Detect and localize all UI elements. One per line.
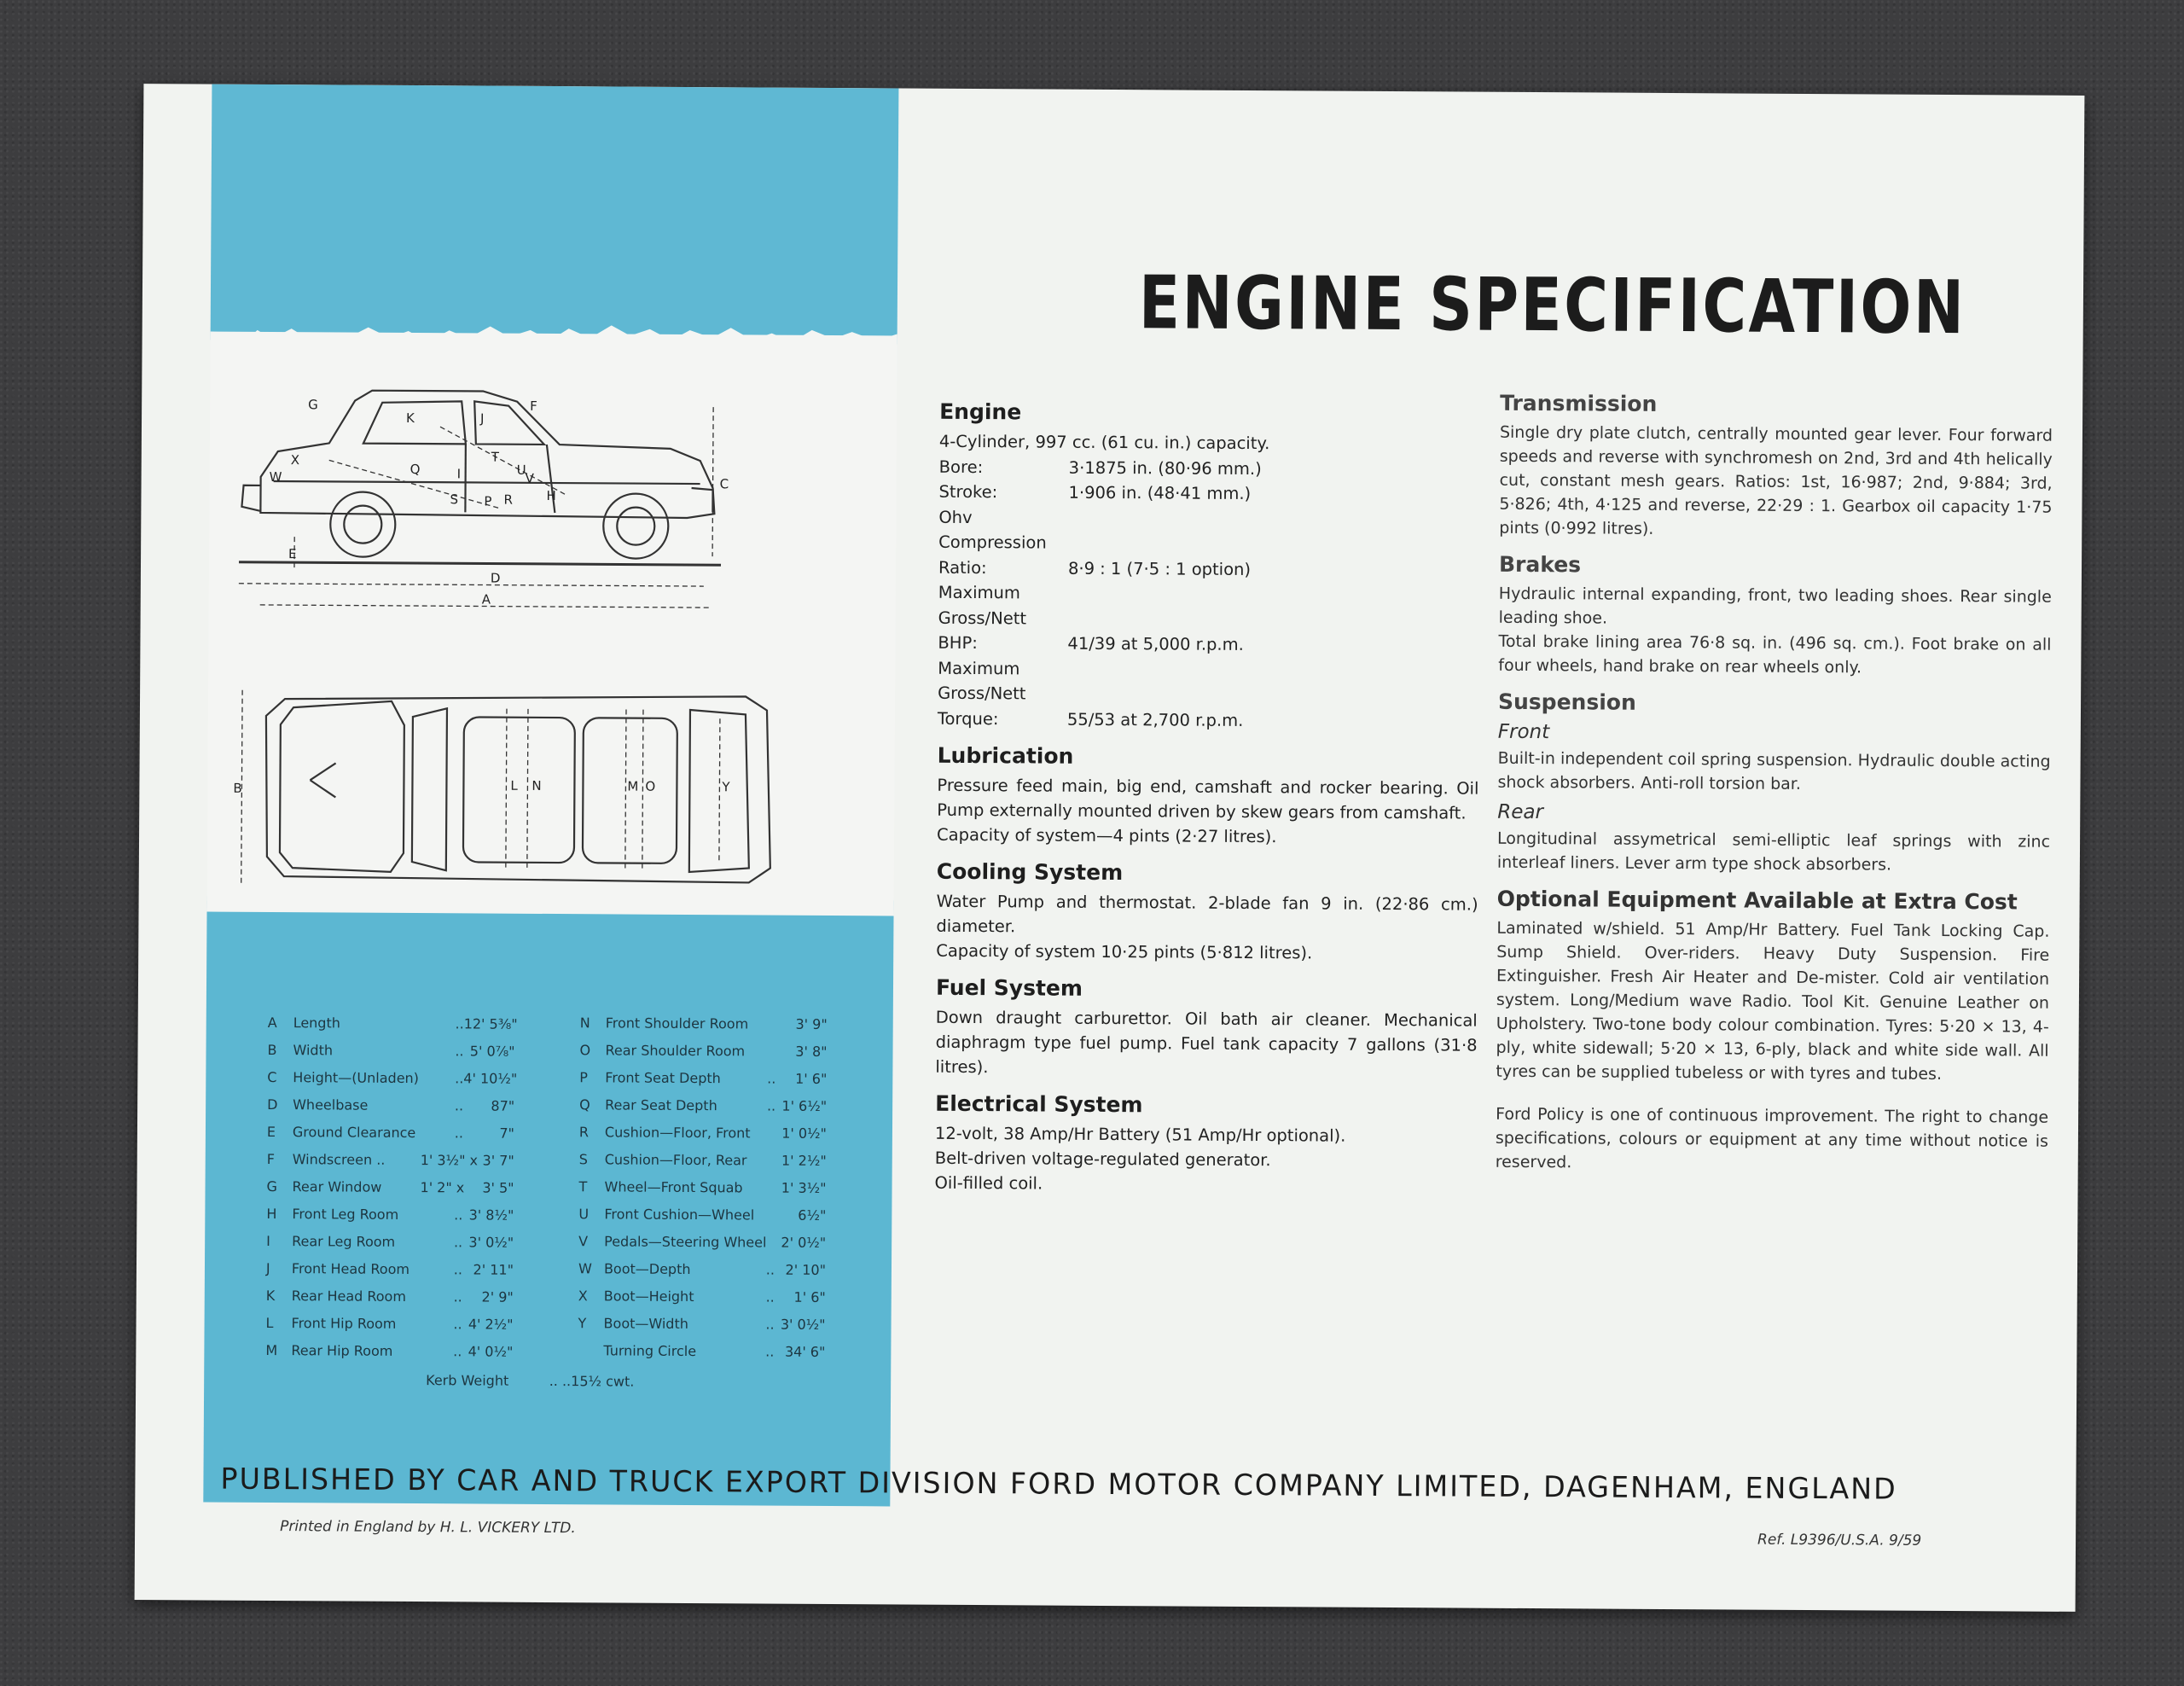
dimension-value: 34' 6" <box>784 1343 826 1360</box>
dimension-letter: S <box>578 1151 588 1168</box>
dimension-letter: F <box>266 1150 276 1168</box>
publisher-line: PUBLISHED BY CAR AND TRUCK EXPORT DIVISION FORD MOTOR COMPANY LIMITED, DAGENHAM, ENGLAND <box>220 1462 1897 1507</box>
dimension-row <box>579 1069 827 1087</box>
suspension-front-text: Built-in independent coil spring suspension. Hydraulic double acting shock absorbers. Anti-roll torsion bar. <box>1497 748 2051 794</box>
reference-number: Ref. L9396/U.S.A. 9/59 <box>1757 1531 1922 1549</box>
engine-spec-value: 8·9 : 1 (7·5 : 1 option) <box>1067 558 1252 579</box>
dimension-name: Front Shoulder Room <box>605 1015 749 1032</box>
dimension-leader: .. <box>453 1288 462 1305</box>
dimension-name: Cushion—Floor, Front <box>604 1124 751 1142</box>
engine-spec-value: 55/53 at 2,700 r.p.m. <box>1066 709 1244 730</box>
dimension-name: Front Leg Room <box>292 1206 399 1223</box>
dimension-leader: .. <box>454 1097 464 1114</box>
dimension-name: Front Seat Depth <box>605 1069 721 1087</box>
dimension-leader <box>732 1234 775 1250</box>
dimension-leader: .. <box>455 1070 464 1087</box>
blue-panel-top <box>211 84 899 345</box>
dimension-name: Boot—Height <box>603 1288 694 1305</box>
dimension-value: 87" <box>491 1097 515 1114</box>
cooling-heading: Cooling System <box>936 858 1124 886</box>
kerb-weight-name: Kerb Weight <box>426 1372 509 1389</box>
lubrication-heading: Lubrication <box>937 742 1074 769</box>
dimension-value: 4' 10½" <box>463 1070 518 1087</box>
engine-spec-value <box>1068 581 1480 608</box>
kerb-weight-leader: .. .. <box>549 1372 572 1390</box>
dimension-letter: M <box>265 1341 278 1359</box>
diagram-label-o: O <box>645 778 656 794</box>
dimension-row <box>265 1342 513 1360</box>
engine-spec-row <box>938 580 1480 608</box>
dimension-name: Windscreen .. <box>292 1151 386 1168</box>
plan-view-diagram <box>233 682 874 899</box>
dimension-value: 12' 5⅜" <box>463 1015 518 1032</box>
engine-spec-value <box>1067 682 1479 709</box>
dimension-letter: X <box>578 1288 588 1305</box>
dimension-row <box>580 1015 828 1032</box>
cooling-text: Water Pump and thermostat. 2-blade fan 9 in. (22·86 cm.) diameter. <box>936 891 1478 937</box>
dimension-row <box>267 1151 514 1169</box>
electrical-line-2: Belt-driven voltage-regulated generator. <box>934 1148 1271 1171</box>
diagram-label-l: L <box>510 777 518 794</box>
engine-spec-key: Gross/Nett <box>938 683 1026 704</box>
dimension-row <box>579 1151 827 1169</box>
dimension-row <box>266 1206 514 1224</box>
dimension-leader <box>733 1152 775 1168</box>
dimension-name: Ground Clearance <box>292 1124 416 1142</box>
suspension-rear-heading: Rear <box>1497 800 1544 824</box>
engine-spec-row <box>938 706 1479 734</box>
dimension-letter: J <box>265 1259 270 1276</box>
diagram-label-m: M <box>627 778 639 794</box>
dimension-value: 3' 0½" <box>468 1234 514 1251</box>
lubrication-text: Pressure feed main, big end, camshaft and rocker bearing. Oil Pump externally mounted driven by skew gears from camshaft. <box>937 775 1479 823</box>
engine-spec-value <box>1068 606 1480 633</box>
dimension-value: 2' 0½" <box>781 1234 827 1251</box>
dimension-leader: .. <box>765 1343 775 1360</box>
dimension-value: 1' 0½" <box>781 1125 828 1142</box>
dimension-name: Rear Shoulder Room <box>605 1042 746 1060</box>
side-elevation-diagram <box>226 358 876 618</box>
dimension-name: Boot—Depth <box>603 1260 691 1278</box>
dimension-value: 3' 7" <box>482 1152 514 1169</box>
dimension-row <box>578 1288 826 1305</box>
dimension-row <box>267 1096 514 1114</box>
ford-policy-text: Ford Policy is one of continuous improvement. The right to change specifications, colours or equipment at any time without notice is reserved. <box>1495 1104 2049 1172</box>
diagram-label-f: F <box>530 398 537 414</box>
dimension-letter <box>578 1342 603 1358</box>
dimension-name: Front Hip Room <box>291 1315 397 1332</box>
dimension-row <box>267 1068 518 1087</box>
transmission-heading: Transmission <box>1500 390 1658 416</box>
diagram-label-s: S <box>450 491 459 508</box>
engine-spec-row <box>938 530 1480 558</box>
dimension-leader: .. <box>453 1234 463 1251</box>
dimension-value: 1' 6" <box>793 1288 826 1305</box>
engine-spec-value: 1·906 in. (48·41 mm.) <box>1068 482 1252 504</box>
brakes-heading: Brakes <box>1498 551 1582 578</box>
dimension-leader: .. <box>765 1261 775 1278</box>
dimension-value: 2' 9" <box>481 1288 514 1305</box>
dimension-value: 4' 0½" <box>468 1343 514 1360</box>
dimension-name: Front Cushion—Wheel <box>604 1206 755 1224</box>
kerb-weight-value: 15½ cwt. <box>571 1373 635 1390</box>
dimension-value: 3' 9" <box>795 1015 828 1032</box>
blue-panel-bottom <box>203 897 893 1507</box>
diagram-label-h: H <box>546 487 556 504</box>
engine-spec-row <box>938 631 1479 659</box>
dimension-row <box>578 1233 826 1251</box>
dimension-value: 3' 5" <box>482 1179 514 1196</box>
dimension-letter: L <box>265 1314 274 1332</box>
dimension-leader <box>732 1206 775 1223</box>
dimension-leader: .. <box>765 1316 775 1333</box>
dimension-leader <box>733 1043 775 1059</box>
dimension-row <box>267 1014 518 1032</box>
dimension-value: 1' 3½" <box>781 1179 827 1196</box>
engine-spec-row <box>938 480 1480 508</box>
dimension-letter: A <box>267 1014 277 1032</box>
fuel-heading: Fuel System <box>935 974 1083 1001</box>
dimension-row <box>266 1288 514 1305</box>
engine-spec-row <box>938 681 1479 709</box>
diagram-label-r: R <box>503 491 513 508</box>
dimension-leader: .. <box>455 1043 464 1060</box>
dimension-leader: .. <box>453 1261 463 1278</box>
diagram-label-d: D <box>490 570 501 586</box>
dimension-letter: E <box>266 1123 276 1141</box>
dimension-leader: .. <box>767 1070 776 1087</box>
dimension-leader: .. <box>455 1015 464 1032</box>
diagram-label-k: K <box>406 410 415 427</box>
dimension-letter: W <box>578 1260 592 1277</box>
engine-heading: Engine <box>939 398 1022 425</box>
dimension-row <box>266 1315 514 1333</box>
dimension-leader <box>734 1015 776 1032</box>
fuel-text: Down draught carburettor. Oil bath air cleaner. Mechanical diaphragm type fuel pump. Fuel tank capacity 7 gallons (31·8 litres). <box>935 1007 1478 1078</box>
brakes-line-1: Hydraulic internal expanding, front, two leading shoes. Rear single leading shoe. <box>1498 584 2052 628</box>
dimension-name: Wheelbase <box>293 1096 369 1113</box>
dimension-letter: U <box>578 1206 590 1223</box>
dimension-letter: H <box>266 1205 277 1223</box>
dimension-name: Width <box>293 1042 334 1059</box>
transmission-text: Single dry plate clutch, centrally mounted gear lever. Four forward speeds and reverse with synchromesh on 2nd, 3rd and 4th helically cut, constant mesh gears. Ratios: 1st, 16·987; 2nd, 9·884; 3rd, 5·826; 4th, 4·125 and reverse, 22·29 : 1. Gearbox oil capacity 1·75 pints (0·992 litres). <box>1499 422 2053 538</box>
dimension-row <box>579 1124 827 1142</box>
dimension-name: Rear Seat Depth <box>605 1096 717 1114</box>
diagram-label-t: T <box>491 449 500 465</box>
dimension-name: Boot—Width <box>603 1315 688 1332</box>
kerb-weight-row <box>426 1372 635 1390</box>
spec-column-right <box>1496 391 2053 1177</box>
dimension-name: Rear Leg Room <box>292 1233 396 1250</box>
engine-spec-key: Compression <box>938 532 1047 553</box>
electrical-line-1: 12-volt, 38 Amp/Hr Battery (51 Amp/Hr optional). <box>934 1123 1346 1146</box>
dimension-letter: I <box>266 1232 270 1249</box>
suspension-heading: Suspension <box>1497 689 1636 715</box>
lubrication-capacity: Capacity of system—4 pints (2·27 litres). <box>937 824 1277 847</box>
dimension-leader: .. <box>765 1288 775 1305</box>
dimension-name: Pedals—Steering Wheel <box>604 1233 767 1251</box>
dimension-name: Wheel—Front Squab <box>604 1178 743 1196</box>
dimension-value: 2' 10" <box>785 1261 827 1278</box>
electrical-line-3: Oil-filled coil. <box>934 1172 1043 1194</box>
dimension-letter: D <box>267 1096 278 1113</box>
dimension-value: 3' 8½" <box>468 1206 514 1224</box>
dimension-value: 6½" <box>798 1206 827 1224</box>
cooling-capacity: Capacity of system 10·25 pints (5·812 litres). <box>936 940 1313 963</box>
dimension-value: 2' 11" <box>473 1261 514 1278</box>
engine-spec-row <box>938 504 1480 532</box>
dimension-leader: .. <box>453 1316 462 1333</box>
engine-spec-key: Ohv <box>938 507 973 527</box>
dimension-value: 4' 2½" <box>468 1316 514 1333</box>
engine-spec-value <box>1068 531 1480 558</box>
brochure-sheet <box>135 84 2085 1612</box>
dimension-row <box>579 1096 827 1114</box>
dimension-letter: O <box>579 1042 591 1059</box>
dimension-value: 7" <box>499 1125 515 1142</box>
dimension-row <box>578 1315 826 1333</box>
engine-spec-key: Stroke: <box>938 481 998 503</box>
dimension-name: Cushion—Floor, Rear <box>604 1151 747 1169</box>
dimension-letter: N <box>579 1015 590 1032</box>
dimension-value: 3' 0½" <box>780 1316 826 1333</box>
diagram-label-j: J <box>480 410 485 427</box>
dimension-leader <box>733 1179 775 1195</box>
engine-spec-value <box>1068 505 1480 532</box>
dimension-name: Front Head Room <box>291 1260 410 1277</box>
dimension-value: 5' 0⅞" <box>469 1043 515 1060</box>
dimension-letter: K <box>265 1287 276 1305</box>
engine-spec-value: 41/39 at 5,000 r.p.m. <box>1067 633 1244 654</box>
dimension-row <box>579 1042 827 1060</box>
dimension-name: Turning Circle <box>603 1342 697 1360</box>
dimension-name: Rear Hip Room <box>291 1342 393 1359</box>
diagram-label-v: V <box>525 470 534 486</box>
dimension-value: 1' 6" <box>795 1070 828 1087</box>
engine-spec-row <box>938 555 1480 583</box>
dimension-letter: V <box>578 1233 589 1250</box>
diagram-label-w: W <box>269 468 282 485</box>
brakes-line-2: Total brake lining area 76·8 sq. in. (496 sq. cm.). Foot brake on all four wheels, hand brake on rear wheels only. <box>1498 631 2052 677</box>
dimension-value: 1' 2½" <box>781 1152 827 1169</box>
dimension-value: 1' 6½" <box>781 1097 828 1114</box>
diagram-label-q: Q <box>410 461 421 478</box>
engine-spec-row <box>939 454 1481 482</box>
dimension-row <box>266 1260 514 1278</box>
diagram-label-u: U <box>516 462 526 478</box>
dimension-row <box>266 1233 514 1251</box>
dimension-leader: .. <box>453 1343 462 1360</box>
dimension-letter: R <box>578 1124 590 1141</box>
dimension-leader <box>733 1125 775 1141</box>
engine-spec-key: Ratio: <box>938 557 987 578</box>
engine-spec-value <box>1067 656 1479 683</box>
dimension-letter: P <box>579 1069 589 1086</box>
diagram-label-y: Y <box>722 779 730 795</box>
dimension-letter: B <box>267 1041 277 1059</box>
suspension-rear-text: Longitudinal assymetrical semi-elliptic leaf springs with zinc interleaf liners. Lever arm type shock absorbers. <box>1496 828 2051 875</box>
dimension-letter: Q <box>579 1096 590 1113</box>
engine-spec-key: BHP: <box>938 632 978 654</box>
page-title: ENGINE SPECIFICATION <box>1138 260 1966 352</box>
engine-capacity <box>939 429 1481 457</box>
dimension-name: Height—(Unladen) <box>293 1069 420 1087</box>
engine-spec-row <box>938 655 1479 683</box>
dimension-name: Length <box>293 1015 340 1032</box>
engine-spec-key: Gross/Nett <box>938 608 1027 628</box>
engine-spec-key: Maximum <box>938 658 1020 678</box>
dimension-row <box>578 1260 826 1278</box>
diagram-label-c: C <box>719 476 729 492</box>
dimension-row <box>267 1124 514 1142</box>
diagram-label-g: G <box>308 397 318 413</box>
engine-capacity-text: 4-Cylinder, 997 cc. (61 cu. in.) capacity. <box>938 431 1270 454</box>
engine-spec-row <box>938 605 1480 633</box>
printer-credit: Printed in England by H. L. VICKERY LTD. <box>280 1518 576 1538</box>
dimension-value: 3' 8" <box>795 1043 828 1060</box>
dimension-leader: .. <box>454 1206 463 1224</box>
dimension-row <box>578 1342 825 1360</box>
dimension-leader: 1' 2" x <box>420 1179 465 1196</box>
diagram-label-x: X <box>290 452 300 468</box>
dimension-name: Rear Head Room <box>291 1288 407 1305</box>
diagram-label-i: I <box>456 466 462 482</box>
dimension-leader: .. <box>766 1097 776 1114</box>
optional-equipment-heading: Optional Equipment Available at Extra Cost <box>1496 886 2018 915</box>
optional-equipment-text: Laminated w/shield. 51 Amp/Hr Battery. Fuel Tank Locking Cap. Sump Shield. Over-riders. Heavy Duty Suspension. Fire Extinguisher. Fresh Air Heater and De-mister. Cold air ventilation system. Long/Medium wave Radio. Tool Kit. Genuine Leather on Upholstery. Two-tone body colour combination. Tyres: 5·20 × 13, 4-ply, white sidewall; 5·20 × 13, 6-ply, black and white side wall. All tyres can be supplied tubeless or with tyres and tubes. <box>1496 918 2050 1084</box>
engine-spec-value: 3·1875 in. (80·96 mm.) <box>1068 457 1262 479</box>
engine-spec-key: Torque: <box>937 708 999 729</box>
dimension-leader: 1' 3½" x <box>420 1152 479 1169</box>
dimension-letter: C <box>267 1068 277 1086</box>
diagram-label-p: P <box>484 493 492 509</box>
dimension-leader: .. <box>454 1125 464 1142</box>
engine-spec-key: Maximum <box>938 582 1020 603</box>
dimension-letter: T <box>578 1178 588 1195</box>
dimension-row <box>266 1178 514 1196</box>
diagram-label-a: A <box>481 591 491 608</box>
dimension-row <box>579 1178 827 1196</box>
diagram-label-e: E <box>288 546 297 562</box>
diagram-label-n: N <box>531 777 542 794</box>
diagram-label-b: B <box>233 780 242 796</box>
electrical-heading: Electrical System <box>935 1090 1143 1118</box>
engine-spec-key: Bore: <box>938 456 984 477</box>
dimension-letter: Y <box>578 1315 587 1332</box>
dimension-name: Rear Window <box>292 1178 382 1195</box>
dimension-row <box>578 1206 826 1224</box>
suspension-front-heading: Front <box>1497 720 1550 744</box>
dimension-letter: G <box>266 1177 278 1195</box>
dimension-row <box>267 1042 514 1060</box>
spec-column-left <box>935 387 1482 1199</box>
engine-spec-list <box>938 454 1481 734</box>
